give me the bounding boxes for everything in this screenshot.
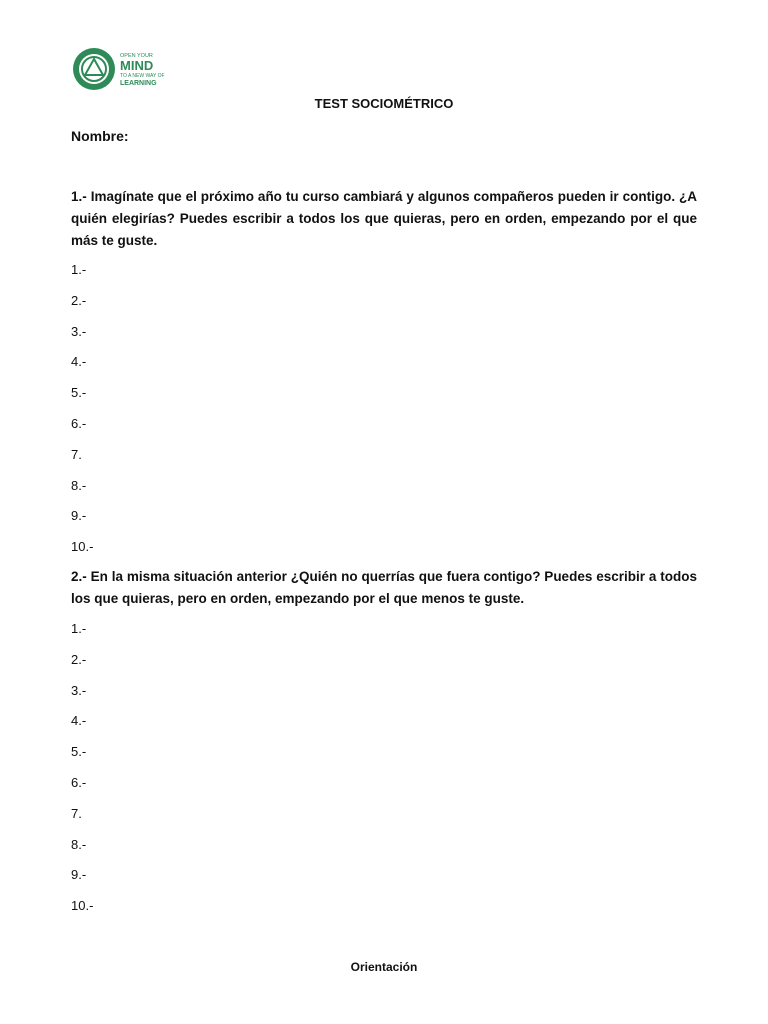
logo-line4: LEARNING bbox=[120, 80, 157, 87]
answer-line: 8.- bbox=[71, 836, 87, 852]
answer-line: 9.- bbox=[71, 508, 87, 524]
question-2-answer-list bbox=[71, 618, 93, 926]
name-label: Nombre: bbox=[71, 128, 129, 144]
question-1 bbox=[71, 186, 697, 252]
school-logo bbox=[72, 46, 166, 92]
logo-line1: OPEN YOUR bbox=[120, 53, 153, 59]
question-2 bbox=[71, 566, 697, 610]
answer-line: 4.- bbox=[71, 713, 87, 729]
question-1-answer-list bbox=[71, 259, 93, 567]
logo-line3: TO A NEW WAY OF bbox=[120, 73, 165, 79]
logo-line2: MIND bbox=[120, 58, 154, 73]
answer-line: 1.- bbox=[71, 262, 87, 277]
answer-line: 10.- bbox=[71, 898, 94, 914]
footer-text: Orientación bbox=[350, 960, 418, 974]
answer-line: 8.- bbox=[71, 477, 87, 493]
answer-line: 4.- bbox=[71, 354, 87, 370]
answer-line: 9.- bbox=[71, 867, 87, 883]
question-2-text: En la misma situación anterior ¿Quién no querrías que fuera contigo? Puedes escribir a todos los que quieras, pero en orden, empezando por el que menos te guste. bbox=[71, 569, 697, 606]
answer-line: 3.- bbox=[71, 323, 87, 339]
answer-line: 7. bbox=[71, 805, 82, 821]
answer-line: 5.- bbox=[71, 744, 87, 760]
answer-line: 1.- bbox=[71, 621, 87, 636]
answer-line: 2.- bbox=[71, 651, 87, 667]
answer-line: 6.- bbox=[71, 774, 87, 790]
answer-line: 5.- bbox=[71, 385, 87, 401]
question-2-number: 2.- bbox=[71, 569, 87, 584]
question-1-number: 1.- bbox=[71, 189, 87, 204]
answer-line: 3.- bbox=[71, 682, 87, 698]
answer-line: 6.- bbox=[71, 415, 87, 431]
answer-line: 10.- bbox=[71, 539, 94, 555]
document-title: TEST SOCIOMÉTRICO bbox=[314, 96, 454, 111]
question-1-text: Imagínate que el próximo año tu curso cambiará y algunos compañeros pueden ir contigo. ¿A quién elegirías? Puedes escribir a todos los que quieras, pero en orden, empezando por el que más te guste. bbox=[71, 189, 697, 248]
answer-line: 7. bbox=[71, 446, 82, 462]
answer-line: 2.- bbox=[71, 292, 87, 308]
